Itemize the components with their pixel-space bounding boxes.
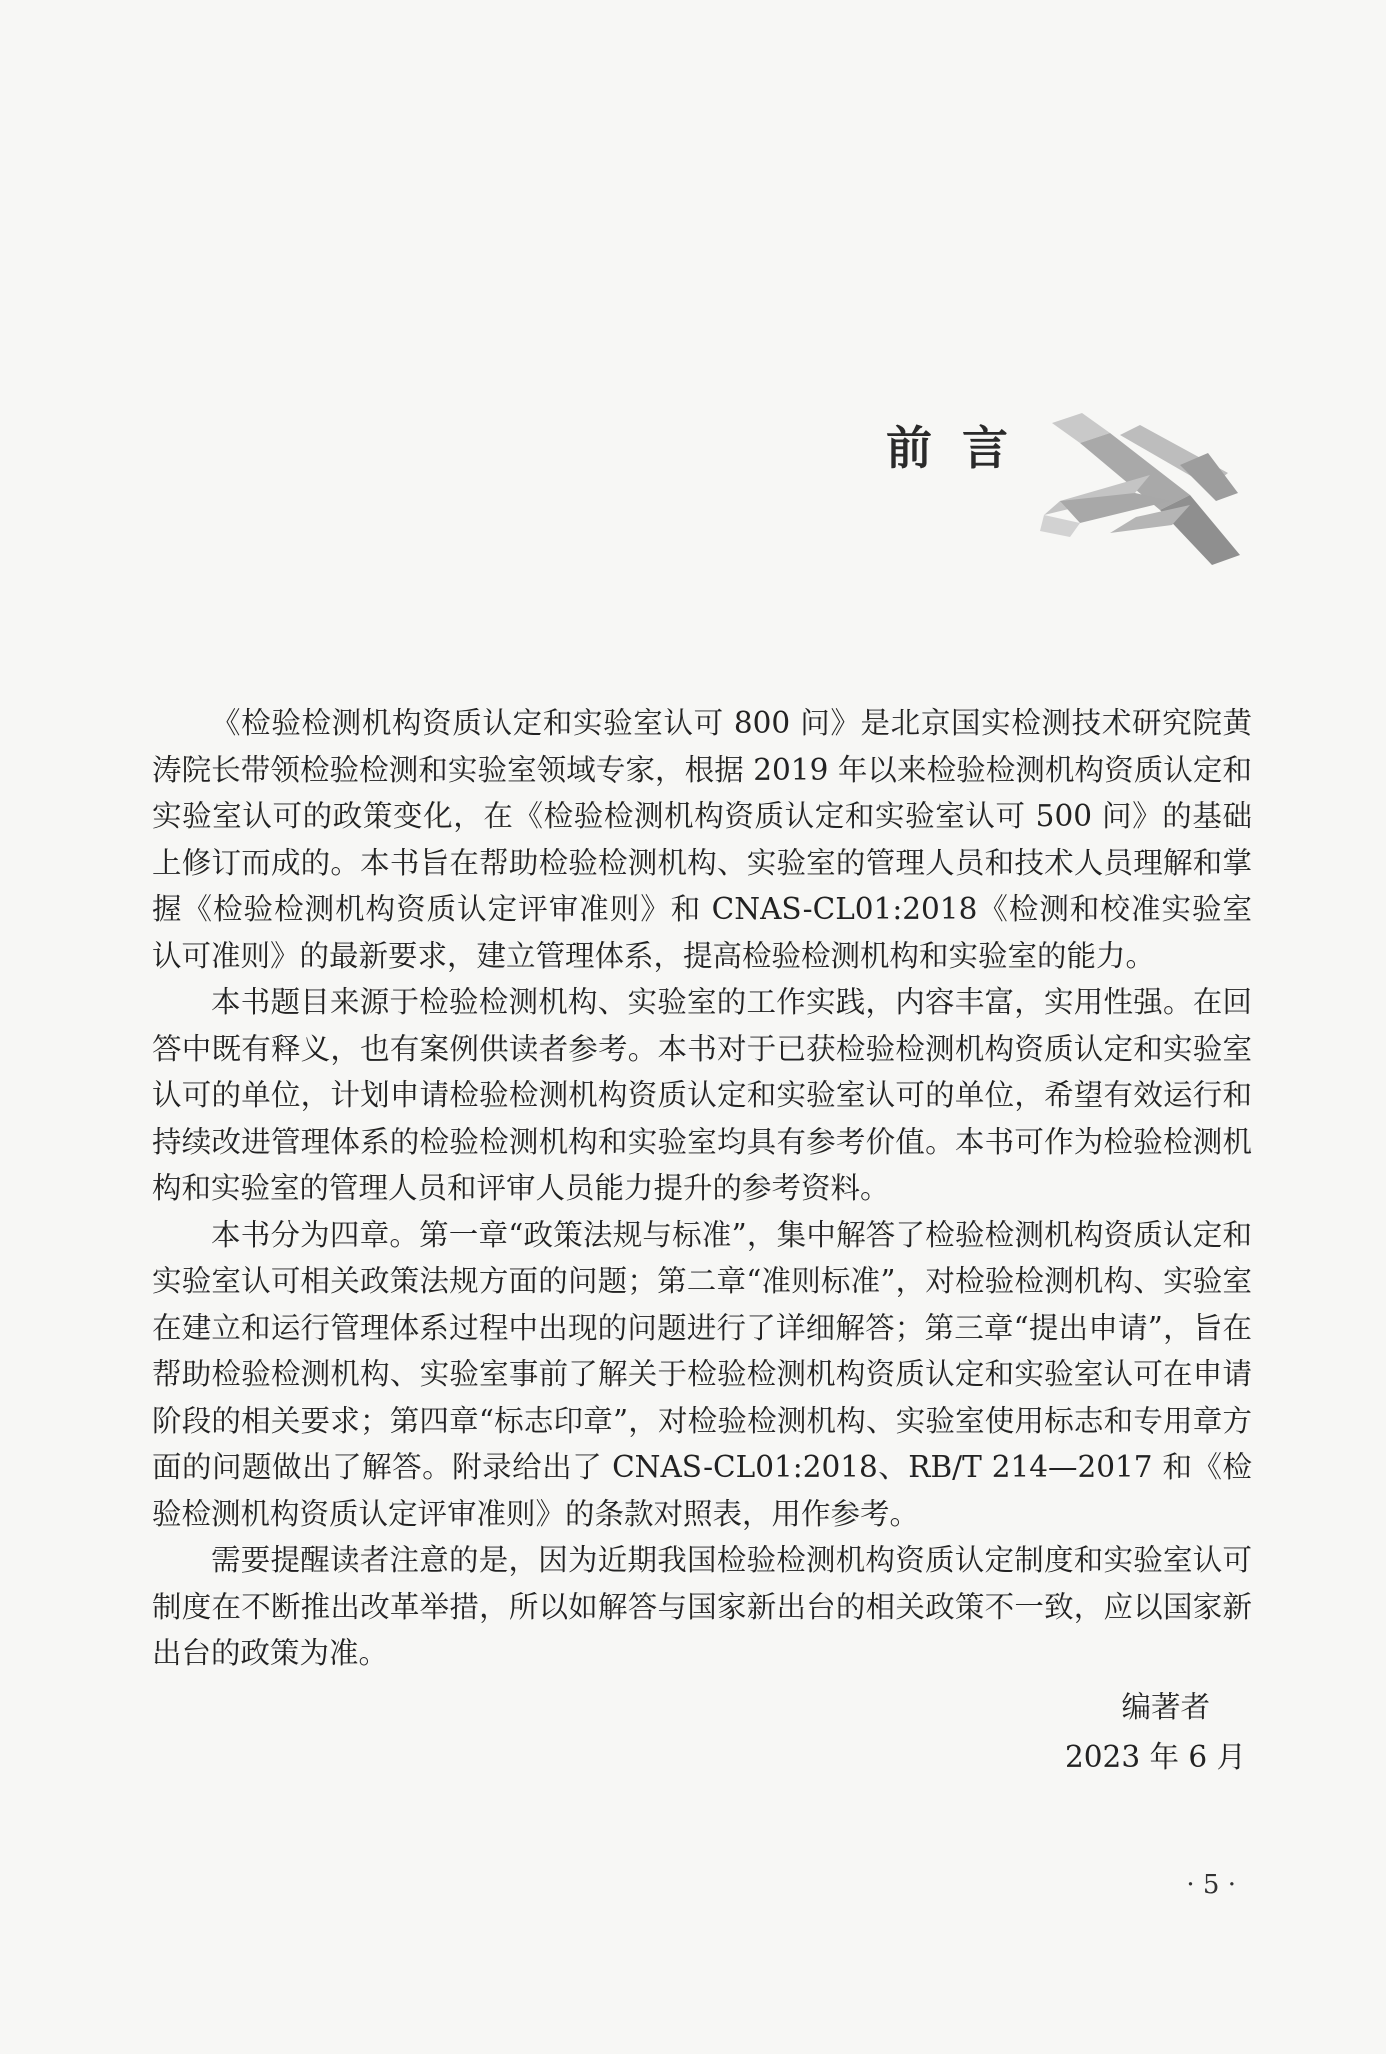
preface-body (152, 700, 1252, 1677)
author-signature: 编著者 (1121, 1690, 1210, 1724)
paragraph: 本书分为四章。第一章“政策法规与标准”，集中解答了检验检测机构资质认定和实验室认可相关政策法规方面的问题；第二章“准则标准”，对检验检测机构、实验室在建立和运行管理体系过程中出现的问题进行了详细解答；第三章“提出申请”，旨在帮助检验检测机构、实验室事前了解关于检验检测机构资质认定和实验室认可在申请阶段的相关要求；第四章“标志印章”，对检验检测机构、实验室使用标志和专用章方面的问题做出了解答。附录给出了 CNAS-CL01:2018、RB/T 214—2017 和《检验检测机构资质认定评审准则》的条款对照表，用作参考。 (152, 1217, 1252, 1531)
ribbon-band (1160, 495, 1240, 565)
paragraph: 《检验检测机构资质认定和实验室认可 800 问》是北京国实检测技术研究院黄涛院长带领检验检测和实验室领域专家，根据 2019 年以来检验检测机构资质认定和实验室认可的政策变化，在《检验检测机构资质认定和实验室认可 500 问》的基础上修订而成的。本书旨在帮助检验检测机构、实验室的管理人员和技术人员理解和掌握《检验检测机构资质认定评审准则》和 CNAS-CL01:2018《检测和校准实验室认可准则》的最新要求，建立管理体系，提高检验检测机构和实验室的能力。 (152, 706, 1252, 973)
page-title: 前言 (886, 421, 1038, 475)
ribbon-ornament-icon (1040, 405, 1250, 570)
ribbon-band (1040, 515, 1080, 537)
paragraph: 本书题目来源于检验检测机构、实验室的工作实践，内容丰富，实用性强。在回答中既有释义，也有案例供读者参考。本书对于已获检验检测机构资质认定和实验室认可的单位，计划申请检验检测机构资质认定和实验室认可的单位，希望有效运行和持续改进管理体系的检验检测机构和实验室均具有参考价值。本书可作为检验检测机构和实验室的管理人员和评审人员能力提升的参考资料。 (152, 985, 1252, 1205)
page-number: · 5 · (1186, 1870, 1236, 1900)
paragraph: 需要提醒读者注意的是，因为近期我国检验检测机构资质认定制度和实验室认可制度在不断推出改革举措，所以如解答与国家新出台的相关政策不一致，应以国家新出台的政策为准。 (152, 1543, 1252, 1670)
signature-block (1065, 1682, 1246, 1782)
signature-date: 2023 年 6 月 (1065, 1740, 1246, 1774)
